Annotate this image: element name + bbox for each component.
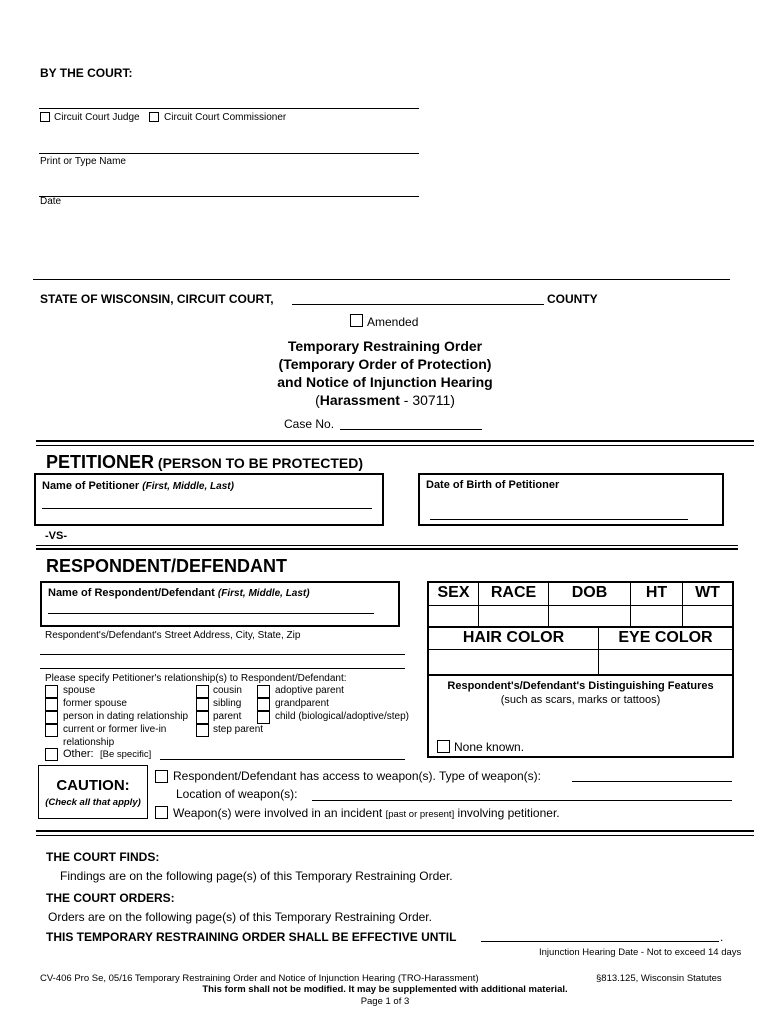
print-name-label: Print or Type Name — [40, 156, 126, 167]
dob-cell[interactable] — [549, 583, 631, 626]
respondent-name-label: Name of Respondent/Defendant — [48, 587, 215, 599]
statute: §813.125, Wisconsin Statutes — [596, 973, 722, 984]
rel-grandparent: grandparent — [275, 698, 329, 709]
petitioner-name-hint: (First, Middle, Last) — [142, 481, 234, 492]
ht-label: HT — [645, 584, 668, 601]
weapon-location-label: Location of weapon(s): — [176, 787, 298, 801]
county-label: COUNTY — [547, 292, 598, 306]
caution-title: CAUTION: — [56, 777, 130, 794]
rel-former-spouse: former spouse — [63, 698, 127, 709]
petitioner-heading-sub: (PERSON TO BE PROTECTED) — [154, 455, 363, 471]
weapon-access-checkbox[interactable] — [155, 770, 168, 783]
rel-live-in-cont: relationship — [63, 737, 115, 748]
rel-parent: parent — [213, 711, 242, 722]
respondent-name-label-wrap — [48, 587, 310, 599]
rel-sibling: sibling — [213, 698, 242, 709]
petitioner-name-label: Name of Petitioner — [42, 480, 140, 492]
relationship-prompt: Please specify Petitioner's relationship(s) to Respondent/Defendant: — [45, 673, 347, 684]
hearing-date-note: Injunction Hearing Date - Not to exceed 14 days — [539, 947, 742, 958]
features-box[interactable] — [427, 674, 734, 758]
sex-cell[interactable] — [429, 583, 479, 626]
commissioner-checkbox[interactable] — [149, 112, 159, 122]
commissioner-label: Circuit Court Commissioner — [164, 112, 287, 123]
adoptive-parent-checkbox[interactable] — [257, 685, 270, 698]
parent-checkbox[interactable] — [196, 711, 209, 724]
case-no-label: Case No. — [284, 417, 335, 431]
petitioner-dob-box[interactable] — [418, 473, 724, 526]
race-label: RACE — [490, 584, 537, 601]
weapon-incident-checkbox[interactable] — [155, 806, 168, 819]
rel-step-parent: step parent — [213, 724, 264, 735]
court-finds-text: Findings are on the following page(s) of this Temporary Restraining Order. — [60, 869, 453, 883]
date-line[interactable] — [39, 196, 419, 197]
section-divider — [33, 279, 730, 280]
by-the-court-heading: BY THE COURT: — [40, 66, 133, 80]
wt-cell[interactable] — [683, 583, 732, 626]
petitioner-heading-main: PETITIONER — [46, 452, 155, 472]
caution-subtitle: (Check all that apply) — [45, 797, 141, 808]
respondent-name-box[interactable] — [40, 581, 400, 627]
respondent-heading: RESPONDENT/DEFENDANT — [46, 556, 288, 576]
caution-box — [38, 765, 148, 819]
address-line-1[interactable] — [40, 654, 405, 655]
race-cell[interactable] — [479, 583, 549, 626]
weapon-incident-a: Weapon(s) were involved in an incident — [173, 806, 386, 820]
effective-date-line[interactable] — [481, 941, 719, 942]
vs-divider — [36, 545, 738, 550]
other-checkbox[interactable] — [45, 748, 58, 761]
hair-color-cell[interactable] — [429, 628, 599, 674]
court-finds-heading: THE COURT FINDS: — [46, 850, 160, 864]
dob-label: DOB — [571, 584, 608, 601]
features-hint: (such as scars, marks or tattoos) — [500, 694, 661, 706]
weapon-incident-c: involving petitioner. — [454, 806, 560, 820]
vs-label: -VS- — [45, 530, 67, 542]
title-line2: (Temporary Order of Protection) — [278, 356, 492, 372]
case-no-line[interactable] — [340, 429, 482, 430]
print-name-line[interactable] — [39, 153, 419, 154]
rel-adoptive-parent: adoptive parent — [275, 685, 344, 696]
grandparent-checkbox[interactable] — [257, 698, 270, 711]
state-court-label: STATE OF WISCONSIN, CIRCUIT COURT, — [40, 292, 274, 306]
weapon-type-line[interactable] — [572, 781, 732, 782]
other-hint: [Be specific] — [100, 749, 152, 760]
child-checkbox[interactable] — [257, 711, 270, 724]
features-title: Respondent's/Defendant's Distinguishing Features — [447, 680, 714, 692]
title-code: - 30711) — [399, 392, 455, 408]
page-number: Page 1 of 3 — [360, 996, 410, 1007]
date-label: Date — [40, 196, 62, 207]
effective-until-label: THIS TEMPORARY RESTRAINING ORDER SHALL BE EFFECTIVE UNTIL — [46, 930, 457, 944]
form-title — [200, 337, 570, 409]
eye-color-cell[interactable] — [599, 628, 732, 674]
respondent-name-hint: (First, Middle, Last) — [217, 588, 310, 599]
step-parent-checkbox[interactable] — [196, 724, 209, 737]
rel-spouse: spouse — [63, 685, 96, 696]
effective-period: . — [720, 930, 724, 944]
weapon-location-line[interactable] — [312, 800, 732, 801]
title-harassment: Harassment — [319, 392, 400, 408]
cousin-checkbox[interactable] — [196, 685, 209, 698]
court-orders-text: Orders are on the following page(s) of this Temporary Restraining Order. — [48, 910, 432, 924]
wt-label: WT — [695, 584, 720, 601]
petitioner-dob-label: Date of Birth of Petitioner — [426, 479, 560, 491]
title-line3: and Notice of Injunction Hearing — [277, 374, 493, 390]
rel-child: child (biological/adoptive/step) — [275, 711, 409, 722]
lower-thick-divider — [36, 830, 754, 836]
hair-color-label: HAIR COLOR — [462, 629, 565, 646]
petitioner-name-box[interactable] — [34, 473, 384, 526]
footer-notice: This form shall not be modified. It may be supplemented with additional material. — [202, 984, 568, 995]
rel-dating: person in dating relationship — [63, 711, 189, 722]
judge-checkbox[interactable] — [40, 112, 50, 122]
respondent-name-line[interactable] — [48, 613, 374, 614]
form-id: CV-406 Pro Se, 05/16 Temporary Restraining Order and Notice of Injunction Hearing (TRO-Harassment) — [40, 973, 479, 984]
other-label: Other: — [63, 748, 94, 760]
live-in-checkbox[interactable] — [45, 724, 58, 737]
respondent-address-label: Respondent's/Defendant's Street Address, City, State, Zip — [45, 630, 301, 641]
petitioner-name-label-wrap — [42, 480, 234, 492]
petitioner-heading — [46, 452, 363, 473]
petitioner-name-line[interactable] — [42, 508, 372, 509]
other-line[interactable] — [160, 759, 405, 760]
none-known-checkbox[interactable] — [437, 740, 450, 753]
none-known-label: None known. — [454, 740, 525, 754]
thick-divider — [36, 440, 754, 446]
rel-cousin: cousin — [213, 685, 242, 696]
signature-line[interactable] — [39, 108, 419, 109]
eye-color-label: EYE COLOR — [618, 629, 713, 646]
weapon-incident-b: [past or present] — [385, 809, 455, 820]
title-line1: Temporary Restraining Order — [287, 338, 483, 354]
court-orders-heading: THE COURT ORDERS: — [46, 891, 175, 905]
weapon-incident-text — [173, 806, 560, 820]
weapon-access-label: Respondent/Defendant has access to weapon(s). Type of weapon(s): — [173, 769, 541, 783]
sex-label: SEX — [437, 584, 470, 601]
amended-label: Amended — [367, 315, 419, 329]
descriptor-grid — [427, 581, 734, 628]
address-line-2[interactable] — [40, 668, 405, 669]
former-spouse-checkbox[interactable] — [45, 698, 58, 711]
spouse-checkbox[interactable] — [45, 685, 58, 698]
judge-label: Circuit Court Judge — [54, 112, 140, 123]
petitioner-dob-line[interactable] — [430, 519, 688, 520]
title-line4: (Harassment - 30711) — [315, 392, 455, 408]
sibling-checkbox[interactable] — [196, 698, 209, 711]
dating-checkbox[interactable] — [45, 711, 58, 724]
amended-checkbox[interactable] — [350, 314, 363, 327]
ht-cell[interactable] — [631, 583, 683, 626]
hair-eye-grid — [427, 628, 734, 676]
rel-live-in: current or former live-in — [63, 724, 167, 735]
county-line[interactable] — [292, 304, 544, 305]
